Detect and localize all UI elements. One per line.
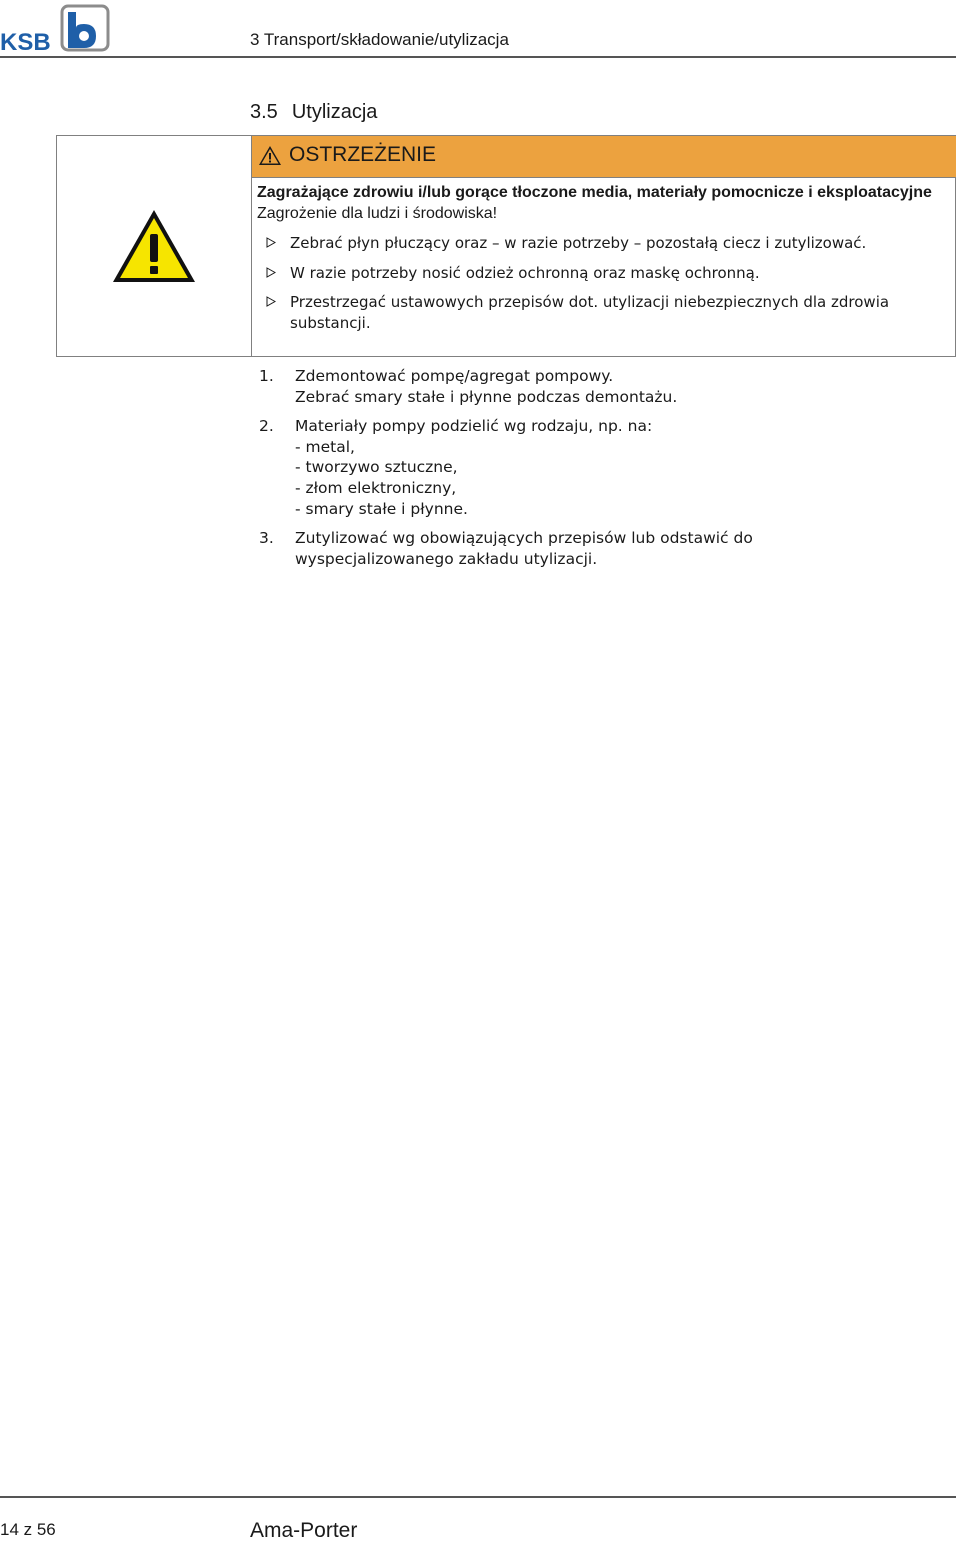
step-line: Zutylizować wg obowiązujących przepisów lub odstawić do: [295, 529, 753, 548]
step-item: [259, 528, 949, 569]
section-title: Utylizacja: [291, 101, 378, 123]
warning-triangle-icon: [111, 208, 197, 284]
ksb-logo-text: KSB: [0, 29, 51, 52]
step-line: wyspecjalizowanego zakładu utylizacji.: [295, 549, 598, 568]
step-line: Zdemontować pompę/agregat pompowy.: [295, 367, 614, 385]
step-line: - metal,: [295, 437, 355, 456]
header-divider: [0, 56, 956, 58]
page-number: 14 z 56: [0, 1520, 56, 1539]
bullet-triangle-icon: [266, 296, 276, 307]
warning-bullet-text: Zebrać płyn płuczący oraz – w razie potrzeby – pozostałą ciecz i zutylizować.: [290, 234, 867, 252]
step-line: - złom elektroniczny,: [295, 478, 457, 497]
step-line: Zebrać smary stałe i płynne podczas demontażu.: [295, 387, 678, 406]
warning-label: OSTRZEŻENIE: [289, 143, 437, 166]
warning-bullet: [257, 292, 953, 333]
procedure-steps: [259, 366, 949, 578]
footer-divider: [0, 1496, 956, 1498]
step-number: 1.: [259, 367, 274, 385]
step-line: Materiały pompy podzielić wg rodzaju, np. na:: [295, 417, 653, 436]
bullet-triangle-icon: [266, 267, 276, 278]
bullet-triangle-icon: [266, 237, 276, 248]
warning-body: [257, 183, 953, 333]
step-line: - smary stałe i płynne.: [295, 499, 468, 518]
chapter-title: 3 Transport/składowanie/utylizacja: [250, 30, 509, 49]
step-item: [259, 366, 949, 407]
product-name: Ama-Porter: [250, 1519, 358, 1542]
hazard-title: Zagrażające zdrowiu i/lub gorące tłoczone media, materiały pomocnicze i eksploatacyjne: [257, 184, 932, 201]
ksb-logo: [0, 4, 114, 52]
warning-symbol-cell: [57, 136, 252, 356]
warning-bullet: [257, 233, 953, 254]
warning-bullet: [257, 263, 953, 284]
section-number: 3.5: [250, 101, 278, 123]
step-item: [259, 416, 949, 519]
step-number: 2.: [259, 417, 274, 436]
warning-small-icon: [258, 145, 282, 166]
hazard-consequence: Zagrożenie dla ludzi i środowiska!: [257, 204, 498, 222]
warning-box: [56, 135, 956, 357]
warning-bullet-text: W razie potrzeby nosić odzież ochronną oraz maskę ochronną.: [290, 263, 760, 282]
warning-header: [252, 136, 956, 178]
step-line: - tworzywo sztuczne,: [295, 458, 458, 477]
warning-bullet-text: Przestrzegać ustawowych przepisów dot. utylizacji niebezpiecznych dla zdrowia substancji.: [290, 293, 890, 332]
section-heading: [250, 101, 377, 124]
step-number: 3.: [259, 529, 274, 548]
